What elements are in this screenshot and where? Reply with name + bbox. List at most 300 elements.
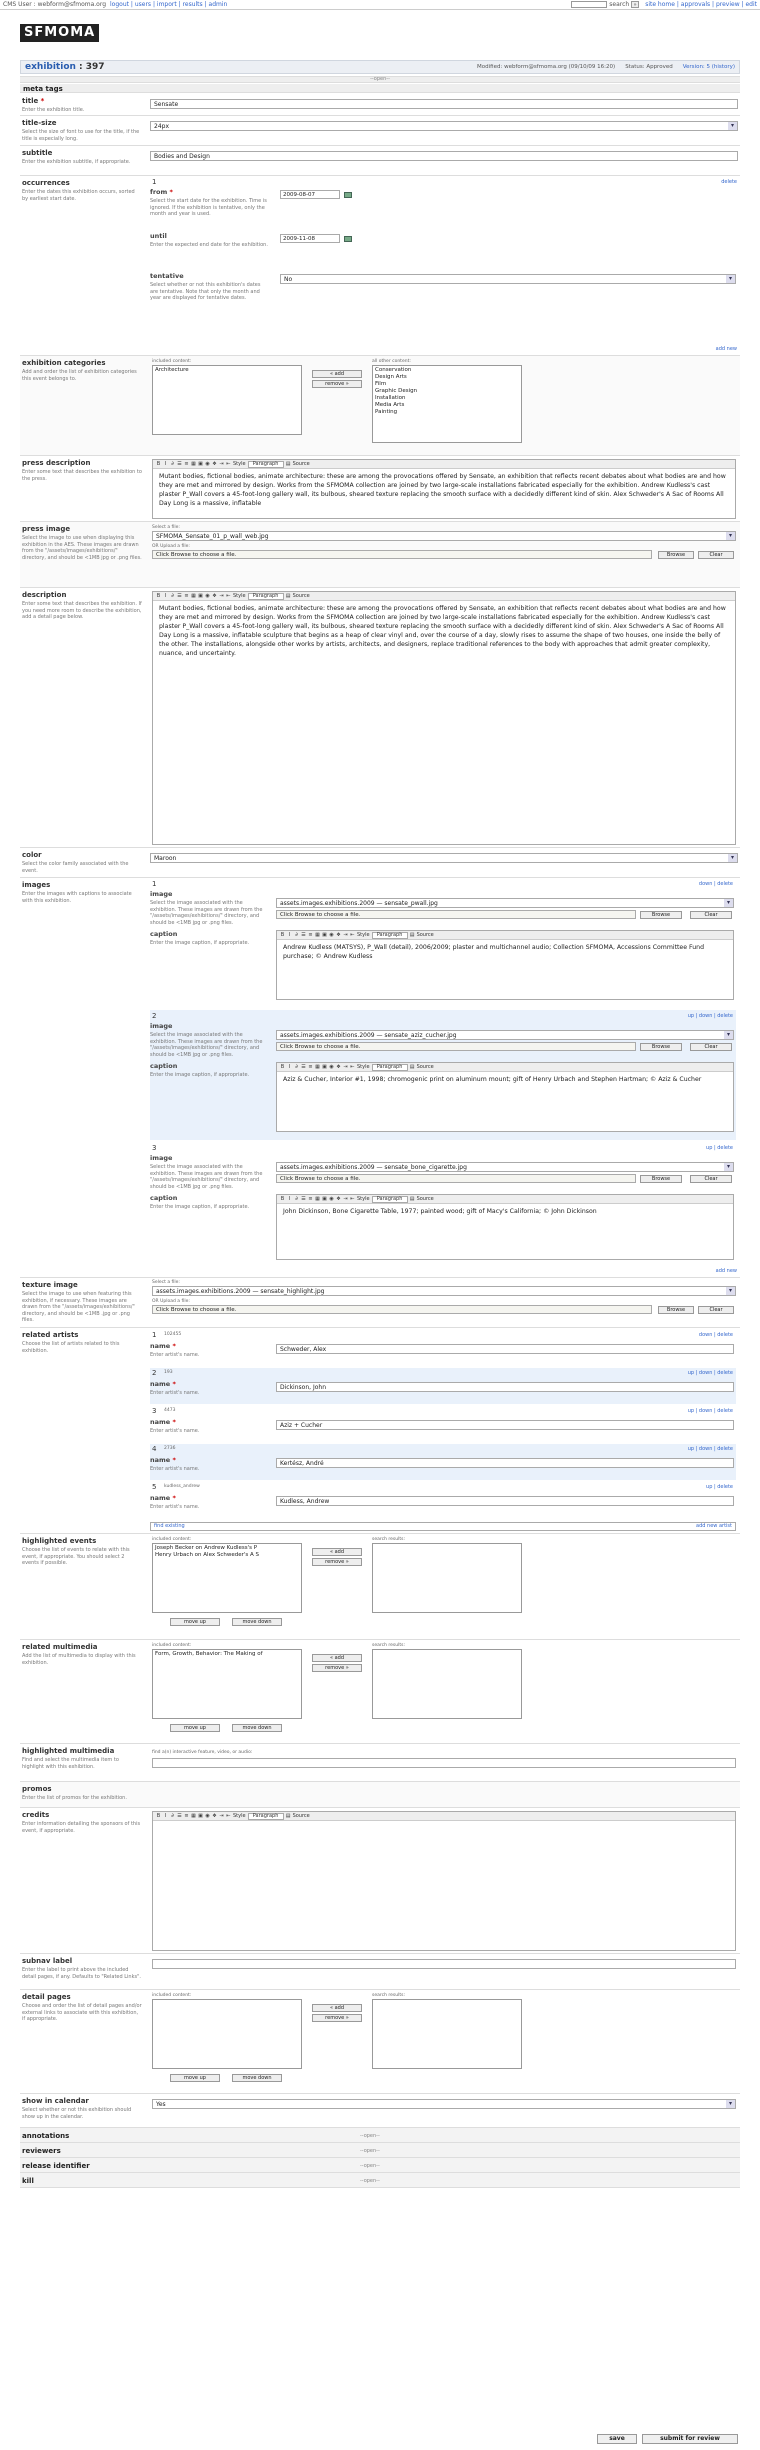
subtitle-input[interactable]: Bodies and Design	[150, 151, 738, 161]
from-calendar-icon[interactable]	[344, 192, 352, 198]
link-icon[interactable]: ∂	[295, 1196, 298, 1202]
link-icon[interactable]: ∂	[171, 461, 174, 467]
collapsed-toggle[interactable]: --open--	[360, 2133, 380, 2139]
source-button[interactable]: Source	[292, 1813, 310, 1819]
numbered-list-icon[interactable]: ≡	[184, 593, 189, 599]
press-image-hint: Select the image to use when displaying this exhibition in the AES. These images are drawn from the "/assets/images/exhibitions/" directory, and should be <1MB jpg or .png files.	[22, 535, 142, 561]
press-image-label: press image	[22, 525, 71, 533]
rel-multimedia-row	[20, 1640, 740, 1744]
description-text[interactable]: Mutant bodies, fictional bodies, animate architecture: these are among the provocations offered by Sensate, an exhibition that reflects recent debates about what bodies are and how they are met and mirrored by design. Works from the SFMOMA collection are joined by two large-scale installations fabricated especially for the exhibition. Andrew Kudless's cast plaster P_Wall covers a 45-foot-long gallery wall, its bulbous, sheared texture replacing the smooth surface with a decidedly different kind of skin. Alex Schweder's A Sac of Rooms All Day Long is a massive, inflatable sculpture that begins as a heap of clear vinyl and, over the course of a day, slowly rises to assume the shape of two houses, one inside the belly of the other. The installations, alongside other works by artists, architects, and designers, replace traditional references to the body with approaches that admit greater complexity, nuance, and uncertainty.	[159, 605, 726, 657]
table-icon[interactable]: ▦	[315, 1196, 320, 1202]
artist-name-hint: Enter artist's name.	[150, 1352, 200, 1358]
artist-item: 4 2736 up | down | delete name * Enter artist's name. Kertész, André	[150, 1444, 736, 1480]
until-hint: Enter the expected end date for the exhibition.	[150, 242, 268, 248]
tentative-hint: Select whether or not this exhibition's dates are tentative. Note that only the month and year are displayed for tentative dates.	[150, 282, 261, 301]
images-hint: Enter the images with captions to associate with this exhibition.	[22, 891, 132, 904]
texture-image-label: texture image	[22, 1281, 78, 1289]
cat-remove-button[interactable]: remove »	[312, 380, 362, 388]
artist-name-input[interactable]: Kudless, Andrew	[276, 1496, 734, 1506]
detail-remove-button[interactable]: remove »	[312, 2014, 362, 2022]
artist-controls[interactable]: up | down | delete	[687, 1408, 733, 1414]
occurrence-add-new-link[interactable]: add new	[715, 346, 737, 352]
rel-multimedia-label: related multimedia	[22, 1643, 98, 1651]
indent-icon[interactable]: ⇥	[219, 461, 224, 467]
image-file-input[interactable]: Click Browse to choose a file.	[276, 1042, 636, 1051]
collapsed-section[interactable]	[20, 2143, 740, 2158]
press-image-file-input[interactable]: Click Browse to choose a file.	[152, 550, 652, 559]
outdent-icon[interactable]: ⇤	[350, 1196, 355, 1202]
color-select[interactable]: Maroon ▾	[150, 853, 738, 863]
categories-label: exhibition categories	[22, 359, 106, 367]
image-controls[interactable]: up | delete	[706, 1145, 733, 1151]
collapsed-section[interactable]	[20, 2158, 740, 2173]
description-row	[20, 588, 740, 848]
italic-icon[interactable]: I	[164, 1813, 167, 1819]
categories-row	[20, 356, 740, 456]
images-row	[20, 878, 740, 1278]
press-description-hint: Enter some text that describes the exhibition to the press.	[22, 469, 142, 482]
image-icon[interactable]: ▣	[198, 1813, 203, 1819]
editor-toolbar	[153, 460, 735, 469]
hl-multimedia-find-label: find a(n) interactive feature, video, or audio:	[152, 1750, 253, 1755]
image-icon[interactable]: ▣	[322, 1196, 327, 1202]
subtitle-hint: Enter the exhibition subtitle, if appropriate.	[22, 159, 131, 165]
title-size-row	[20, 116, 740, 146]
logout-link[interactable]: logout	[110, 1, 129, 8]
cat-included-label: included content:	[152, 359, 192, 364]
bullet-list-icon[interactable]: ☰	[301, 1064, 306, 1070]
until-label: until	[150, 232, 167, 240]
status-info: Status: Approved	[625, 64, 673, 70]
occurrence-delete-link[interactable]: delete	[721, 179, 737, 185]
collapsed-section[interactable]	[20, 2128, 740, 2143]
style-dropdown[interactable]: Paragraph	[248, 593, 284, 600]
hl-event-item[interactable]: Henry Urbach on Alex Schweder's A S	[155, 1552, 260, 1558]
caption-hint: Enter the image caption, if appropriate.	[150, 940, 250, 946]
artist-name-hint: Enter artist's name.	[150, 1504, 200, 1510]
italic-icon[interactable]: I	[288, 932, 291, 938]
title-size-hint: Select the size of font to use for the title, if the title is especially long.	[22, 129, 140, 142]
subnav-input[interactable]	[152, 1959, 736, 1969]
hl-multimedia-hint: Find and select the multimedia item to highlight with this exhibition.	[22, 1757, 119, 1770]
image-clear-button[interactable]: Clear	[690, 1175, 732, 1183]
collapsed-toggle[interactable]: --open--	[360, 2148, 380, 2154]
rel-multimedia-included-list[interactable]	[152, 1649, 302, 1719]
modified-info: Modified: webform@sfmoma.org (09/10/09 16:20)	[477, 64, 616, 70]
indent-icon[interactable]: ⇥	[343, 1064, 348, 1070]
style-dropdown[interactable]: Paragraph	[372, 932, 408, 939]
style-dropdown[interactable]: Paragraph	[372, 1064, 408, 1071]
artist-name-input[interactable]: Aziz + Cucher	[276, 1420, 734, 1430]
caption-hint: Enter the image caption, if appropriate.	[150, 1204, 250, 1210]
special-char-icon[interactable]: ❖	[336, 1196, 341, 1202]
artist-controls[interactable]: up | down | delete	[687, 1446, 733, 1452]
bold-icon[interactable]: B	[156, 461, 161, 467]
italic-icon[interactable]: I	[164, 593, 167, 599]
style-dropdown[interactable]: Paragraph	[248, 1813, 284, 1820]
cat-option[interactable]: Media Arts	[375, 402, 405, 408]
italic-icon[interactable]: I	[164, 461, 167, 467]
indent-icon[interactable]: ⇥	[219, 1813, 224, 1819]
bold-icon[interactable]: B	[156, 593, 161, 599]
artist-name-hint: Enter artist's name.	[150, 1466, 200, 1472]
artist-id: kudless_andrew	[164, 1484, 200, 1489]
image-browse-button[interactable]: Browse	[640, 1175, 682, 1183]
indent-icon[interactable]: ⇥	[343, 932, 348, 938]
special-char-icon[interactable]: ❖	[212, 593, 217, 599]
categories-hint: Add and order the list of exhibition categories this event belongs to.	[22, 369, 137, 382]
multimedia-item[interactable]: Form, Growth, Behavior: The Making of	[155, 1651, 263, 1657]
hl-events-included-list[interactable]	[152, 1543, 302, 1613]
search-input[interactable]	[571, 1, 607, 8]
until-date-input[interactable]: 2009-11-08	[280, 234, 340, 243]
anchor-icon[interactable]: ◉	[205, 461, 210, 467]
rel-multimedia-add-button[interactable]: « add	[312, 1654, 362, 1662]
collapsed-toggle[interactable]: --open--	[360, 2178, 380, 2184]
show-calendar-label: show in calendar	[22, 2097, 89, 2105]
texture-file-input[interactable]: Click Browse to choose a file.	[152, 1305, 652, 1314]
cat-option[interactable]: Film	[375, 381, 387, 387]
source-button[interactable]: Source	[416, 932, 434, 938]
style-label: Style	[357, 1064, 370, 1070]
artist-name-label: name	[150, 1380, 171, 1388]
indent-icon[interactable]: ⇥	[219, 593, 224, 599]
credits-hint: Enter information detailing the sponsors of this event, if appropriate.	[22, 1821, 141, 1834]
preview-link[interactable]: preview	[715, 1, 740, 8]
outdent-icon[interactable]: ⇤	[226, 1813, 231, 1819]
submit-for-review-button[interactable]: submit for review	[642, 2434, 738, 2444]
rel-multimedia-included-label: included content:	[152, 1643, 192, 1648]
texture-clear-button[interactable]: Clear	[698, 1306, 734, 1314]
credits-editor[interactable]	[152, 1811, 736, 1951]
special-char-icon[interactable]: ❖	[336, 1064, 341, 1070]
detail-search-label: search results:	[372, 1993, 405, 1998]
italic-icon[interactable]: I	[288, 1064, 291, 1070]
numbered-list-icon[interactable]: ≡	[308, 932, 313, 938]
image-browse-button[interactable]: Browse	[640, 911, 682, 919]
title-size-label: title-size	[22, 119, 57, 127]
image-controls[interactable]: up | down | delete	[687, 1013, 733, 1019]
link-icon[interactable]: ∂	[171, 1813, 174, 1819]
cat-included-item[interactable]: Architecture	[155, 367, 189, 373]
anchor-icon[interactable]: ◉	[329, 1064, 334, 1070]
subnav-row	[20, 1954, 740, 1990]
until-calendar-icon[interactable]	[344, 236, 352, 242]
tentative-select[interactable]: No ▾	[280, 274, 736, 284]
indent-icon[interactable]: ⇥	[343, 1196, 348, 1202]
show-calendar-select[interactable]: Yes ▾	[152, 2099, 736, 2109]
cat-option[interactable]: Installation	[375, 395, 406, 401]
table-icon[interactable]: ▦	[315, 932, 320, 938]
results-link[interactable]: results	[182, 1, 203, 8]
detail-move-up-button[interactable]: move up	[170, 2074, 220, 2082]
source-button[interactable]: Source	[292, 593, 310, 599]
texture-image-row	[20, 1278, 740, 1328]
top-toggle[interactable]: --open--	[20, 76, 740, 83]
artist-id: 2736	[164, 1446, 176, 1451]
cat-all-label: all other content:	[372, 359, 411, 364]
detail-included-list[interactable]	[152, 1999, 302, 2069]
style-label: Style	[357, 932, 370, 938]
image-select[interactable]: assets.images.exhibitions.2009 — sensate_bone_cigarette.jpg ▾	[276, 1162, 734, 1172]
related-artists-hint: Choose the list of artists related to this exhibition.	[22, 1341, 120, 1354]
image-add-new-link[interactable]: add new	[715, 1268, 737, 1274]
occurrences-label: occurrences	[22, 179, 70, 187]
source-icon[interactable]: ▤	[285, 593, 291, 599]
image-label: image	[150, 890, 173, 898]
search-go-button[interactable]: »	[631, 1, 639, 8]
special-char-icon[interactable]: ❖	[212, 461, 217, 467]
artist-name-input[interactable]: Dickinson, John	[276, 1382, 734, 1392]
image-icon[interactable]: ▣	[198, 593, 203, 599]
bold-icon[interactable]: B	[156, 1813, 161, 1819]
source-icon[interactable]: ▤	[409, 932, 415, 938]
anchor-icon[interactable]: ◉	[205, 593, 210, 599]
anchor-icon[interactable]: ◉	[329, 932, 334, 938]
caption-text[interactable]: Aziz & Cucher, Interior #1, 1998; chromogenic print on aluminum mount; gift of Henry Urbach and Stephen Hartman; © Aziz & Cucher	[283, 1076, 702, 1083]
table-icon[interactable]: ▦	[315, 1064, 320, 1070]
hl-events-remove-button[interactable]: remove »	[312, 1558, 362, 1566]
image-icon[interactable]: ▣	[198, 461, 203, 467]
caption-text[interactable]: John Dickinson, Bone Cigarette Table, 1977; painted wood; gift of Macy's California; © John Dickinson	[283, 1208, 597, 1215]
caption-label: caption	[150, 930, 178, 938]
caption-editor[interactable]	[276, 1062, 734, 1132]
detail-search-list[interactable]	[372, 1999, 522, 2069]
record-header	[20, 60, 740, 74]
image-controls[interactable]: down | delete	[698, 881, 733, 887]
image-clear-button[interactable]: Clear	[690, 911, 732, 919]
credits-text[interactable]	[153, 1821, 735, 1827]
search-label: search	[609, 1, 630, 8]
show-calendar-row	[20, 2094, 740, 2128]
collapsed-label: annotations	[22, 2132, 70, 2140]
detail-move-down-button[interactable]: move down	[232, 2074, 282, 2082]
image-index: 1	[152, 880, 157, 888]
bold-icon[interactable]: B	[280, 932, 285, 938]
bullet-list-icon[interactable]: ☰	[177, 593, 182, 599]
hl-multimedia-input[interactable]	[152, 1758, 736, 1768]
anchor-icon[interactable]: ◉	[329, 1196, 334, 1202]
bullet-list-icon[interactable]: ☰	[177, 461, 182, 467]
color-row	[20, 848, 740, 878]
cat-option[interactable]: Painting	[375, 409, 398, 415]
numbered-list-icon[interactable]: ≡	[308, 1064, 313, 1070]
italic-icon[interactable]: I	[288, 1196, 291, 1202]
cms-topbar: CMS User : webform@sfmoma.org logout | users | import | results | admin search » site home | approvals | preview | edit	[0, 0, 760, 10]
cat-option[interactable]: Design Arts	[375, 374, 407, 380]
source-button[interactable]: Source	[292, 461, 310, 467]
source-icon[interactable]: ▤	[409, 1064, 415, 1070]
hl-events-move-up-button[interactable]: move up	[170, 1618, 220, 1626]
special-char-icon[interactable]: ❖	[212, 1813, 217, 1819]
image-browse-button[interactable]: Browse	[640, 1043, 682, 1051]
cat-included-list[interactable]	[152, 365, 302, 435]
related-artists-label: related artists	[22, 1331, 79, 1339]
special-char-icon[interactable]: ❖	[336, 932, 341, 938]
texture-upload-label: OR Upload a file:	[152, 1299, 190, 1304]
images-label: images	[22, 881, 51, 889]
bullet-list-icon[interactable]: ☰	[301, 932, 306, 938]
link-icon[interactable]: ∂	[295, 932, 298, 938]
texture-image-select[interactable]: assets.images.exhibitions.2009 — sensate_highlight.jpg ▾	[152, 1286, 736, 1296]
artist-controls[interactable]: down | delete	[698, 1332, 733, 1338]
subnav-hint: Enter the label to print above the included detail pages, if any. Defaults to "Related Links".	[22, 1967, 141, 1980]
tentative-label: tentative	[150, 272, 184, 280]
cat-add-button[interactable]: « add	[312, 370, 362, 378]
link-icon[interactable]: ∂	[295, 1064, 298, 1070]
version-info[interactable]: Version: 5 (history)	[682, 64, 735, 70]
outdent-icon[interactable]: ⇤	[226, 593, 231, 599]
add-new-artist-link[interactable]: add new artist	[696, 1523, 732, 1529]
numbered-list-icon[interactable]: ≡	[308, 1196, 313, 1202]
promos-row	[20, 1782, 740, 1808]
press-image-select[interactable]: SFMOMA_Sensate_01_p_wall_web.jpg ▾	[152, 531, 736, 541]
outdent-icon[interactable]: ⇤	[350, 932, 355, 938]
title-input[interactable]: Sensate	[150, 99, 738, 109]
source-button[interactable]: Source	[416, 1064, 434, 1070]
caption-label: caption	[150, 1194, 178, 1202]
source-icon[interactable]: ▤	[409, 1196, 415, 1202]
admin-link[interactable]: admin	[208, 1, 228, 8]
artist-name-label: name	[150, 1342, 171, 1350]
site-home-link[interactable]: site home	[645, 1, 675, 8]
outdent-icon[interactable]: ⇤	[226, 461, 231, 467]
bold-icon[interactable]: B	[280, 1196, 285, 1202]
cat-option[interactable]: Conservation	[375, 367, 412, 373]
image-select[interactable]: assets.images.exhibitions.2009 — sensate_aziz_cucher.jpg ▾	[276, 1030, 734, 1040]
anchor-icon[interactable]: ◉	[205, 1813, 210, 1819]
rel-multimedia-move-up-button[interactable]: move up	[170, 1724, 220, 1732]
artist-index: 3	[152, 1407, 157, 1415]
image-icon[interactable]: ▣	[322, 932, 327, 938]
import-link[interactable]: import	[156, 1, 177, 8]
color-label: color	[22, 851, 42, 859]
press-description-text[interactable]: Mutant bodies, fictional bodies, animate architecture: these are among the provocations offered by Sensate, an exhibition that reflects recent debates about what bodies are and how they are met and mirrored by design. Works from the SFMOMA collection are joined by two large-scale installations fabricated especially for the exhibition. Andrew Kudless's cast plaster P_Wall covers a 45-foot-long gallery wall, its bulbous, sheared texture replacing the smooth surface with a decidedly different kind of skin. Alex Schweder's A Sac of Rooms All Day Long is a massive, inflatable	[159, 473, 726, 507]
detail-add-button[interactable]: « add	[312, 2004, 362, 2012]
edit-link[interactable]: edit	[745, 1, 757, 8]
rel-multimedia-move-down-button[interactable]: move down	[232, 1724, 282, 1732]
artist-name-label: name	[150, 1456, 171, 1464]
image-icon[interactable]: ▣	[322, 1064, 327, 1070]
rel-multimedia-hint: Add the list of multimedia to display with this exhibition.	[22, 1653, 136, 1666]
press-description-editor[interactable]	[152, 459, 736, 519]
image-select[interactable]: assets.images.exhibitions.2009 — sensate_pwall.jpg ▾	[276, 898, 734, 908]
bullet-list-icon[interactable]: ☰	[301, 1196, 306, 1202]
bullet-list-icon[interactable]: ☰	[177, 1813, 182, 1819]
approvals-link[interactable]: approvals	[680, 1, 711, 8]
collapsed-toggle[interactable]: --open--	[360, 2163, 380, 2169]
numbered-list-icon[interactable]: ≡	[184, 461, 189, 467]
press-description-row	[20, 456, 740, 522]
find-existing-artist-input[interactable]	[150, 1522, 736, 1531]
collapsed-section[interactable]	[20, 2173, 740, 2188]
artist-name-hint: Enter artist's name.	[150, 1390, 200, 1396]
artist-item: 3 4473 up | down | delete name * Enter artist's name. Aziz + Cucher	[150, 1407, 733, 1434]
hl-event-item[interactable]: Joseph Becker on Andrew Kudless's P	[155, 1545, 258, 1551]
cat-all-list[interactable]	[372, 365, 522, 443]
from-date-input[interactable]: 2009-08-07	[280, 190, 340, 199]
title-size-select[interactable]: 24px ▾	[150, 121, 738, 131]
rel-multimedia-search-list[interactable]	[372, 1649, 522, 1719]
users-link[interactable]: users	[134, 1, 152, 8]
source-button[interactable]: Source	[416, 1196, 434, 1202]
caption-editor[interactable]	[276, 1194, 734, 1260]
texture-browse-button[interactable]: Browse	[658, 1306, 694, 1314]
artist-name-input[interactable]: Schweder, Alex	[276, 1344, 734, 1354]
source-icon[interactable]: ▤	[285, 461, 291, 467]
rel-multimedia-remove-button[interactable]: remove »	[312, 1664, 362, 1672]
image-clear-button[interactable]: Clear	[690, 1043, 732, 1051]
outdent-icon[interactable]: ⇤	[350, 1064, 355, 1070]
press-description-label: press description	[22, 459, 91, 467]
record-type: exhibition	[25, 62, 76, 72]
numbered-list-icon[interactable]: ≡	[184, 1813, 189, 1819]
subnav-label: subnav label	[22, 1957, 73, 1965]
form-footer	[20, 2434, 740, 2448]
hl-events-add-button[interactable]: « add	[312, 1548, 362, 1556]
rel-multimedia-search-label: search results:	[372, 1643, 405, 1648]
hl-events-search-label: search results:	[372, 1537, 405, 1542]
description-editor[interactable]	[152, 591, 736, 845]
bold-icon[interactable]: B	[280, 1064, 285, 1070]
table-icon[interactable]: ▦	[191, 461, 196, 467]
caption-label: caption	[150, 1062, 178, 1070]
artist-name-input[interactable]: Kertész, André	[276, 1458, 734, 1468]
image-file-input[interactable]: Click Browse to choose a file.	[276, 1174, 636, 1183]
press-image-browse-button[interactable]: Browse	[658, 551, 694, 559]
caption-editor[interactable]	[276, 930, 734, 1000]
artist-name-label: name	[150, 1418, 171, 1426]
artist-controls[interactable]: up | down | delete	[687, 1370, 733, 1376]
from-label: from	[150, 188, 168, 196]
hl-events-included-label: included content:	[152, 1537, 192, 1542]
caption-text[interactable]: Andrew Kudless (MATSYS), P_Wall (detail), 2006/2009; plaster and multichannel audio; Collection SFMOMA, Accessions Committee Fund purchase; © Andrew Kudless	[283, 944, 705, 960]
record-id: : 397	[79, 62, 105, 72]
hl-events-search-list[interactable]	[372, 1543, 522, 1613]
find-existing-link[interactable]: find existing	[154, 1523, 185, 1529]
style-dropdown[interactable]: Paragraph	[372, 1196, 408, 1203]
cat-option[interactable]: Graphic Design	[375, 388, 418, 394]
editor-toolbar	[277, 931, 733, 940]
image-hint: Select the image associated with the exhibition. These images are drawn from the "/assets/images/exhibitions/" directory, and should be <1MB jpg or .png files.	[150, 1032, 263, 1058]
title-hint: Enter the exhibition title.	[22, 107, 85, 113]
style-label: Style	[233, 461, 246, 467]
hl-events-move-down-button[interactable]: move down	[232, 1618, 282, 1626]
source-icon[interactable]: ▤	[285, 1813, 291, 1819]
show-calendar-hint: Select whether or not this exhibition should show up in the calendar.	[22, 2107, 132, 2120]
link-icon[interactable]: ∂	[171, 593, 174, 599]
table-icon[interactable]: ▦	[191, 593, 196, 599]
image-index: 2	[152, 1012, 157, 1020]
table-icon[interactable]: ▦	[191, 1813, 196, 1819]
description-hint: Enter some text that describes the exhibition. If you need more room to describe the exhibition, add a detail page below.	[22, 601, 142, 620]
detail-included-label: included content:	[152, 1993, 192, 1998]
title-row: title * Enter the exhibition title. Sensate	[20, 94, 740, 116]
meta-tags-header[interactable]: meta tags	[20, 84, 740, 93]
artist-controls[interactable]: up | delete	[706, 1484, 733, 1490]
style-dropdown[interactable]: Paragraph	[248, 461, 284, 468]
detail-pages-row	[20, 1990, 740, 2094]
artist-index: 1	[152, 1331, 157, 1339]
press-image-clear-button[interactable]: Clear	[698, 551, 734, 559]
detail-pages-hint: Choose and order the list of detail pages and/or external links to associate with this exhibition, if appropriate.	[22, 2003, 142, 2022]
image-item-2	[150, 1010, 736, 1140]
artist-index: 4	[152, 1445, 157, 1453]
artist-item: 1 102455 down | delete name * Enter artist's name. Schweder, Alex	[150, 1331, 733, 1358]
style-label: Style	[357, 1196, 370, 1202]
save-button[interactable]: save	[597, 2434, 637, 2444]
image-file-input[interactable]: Click Browse to choose a file.	[276, 910, 636, 919]
